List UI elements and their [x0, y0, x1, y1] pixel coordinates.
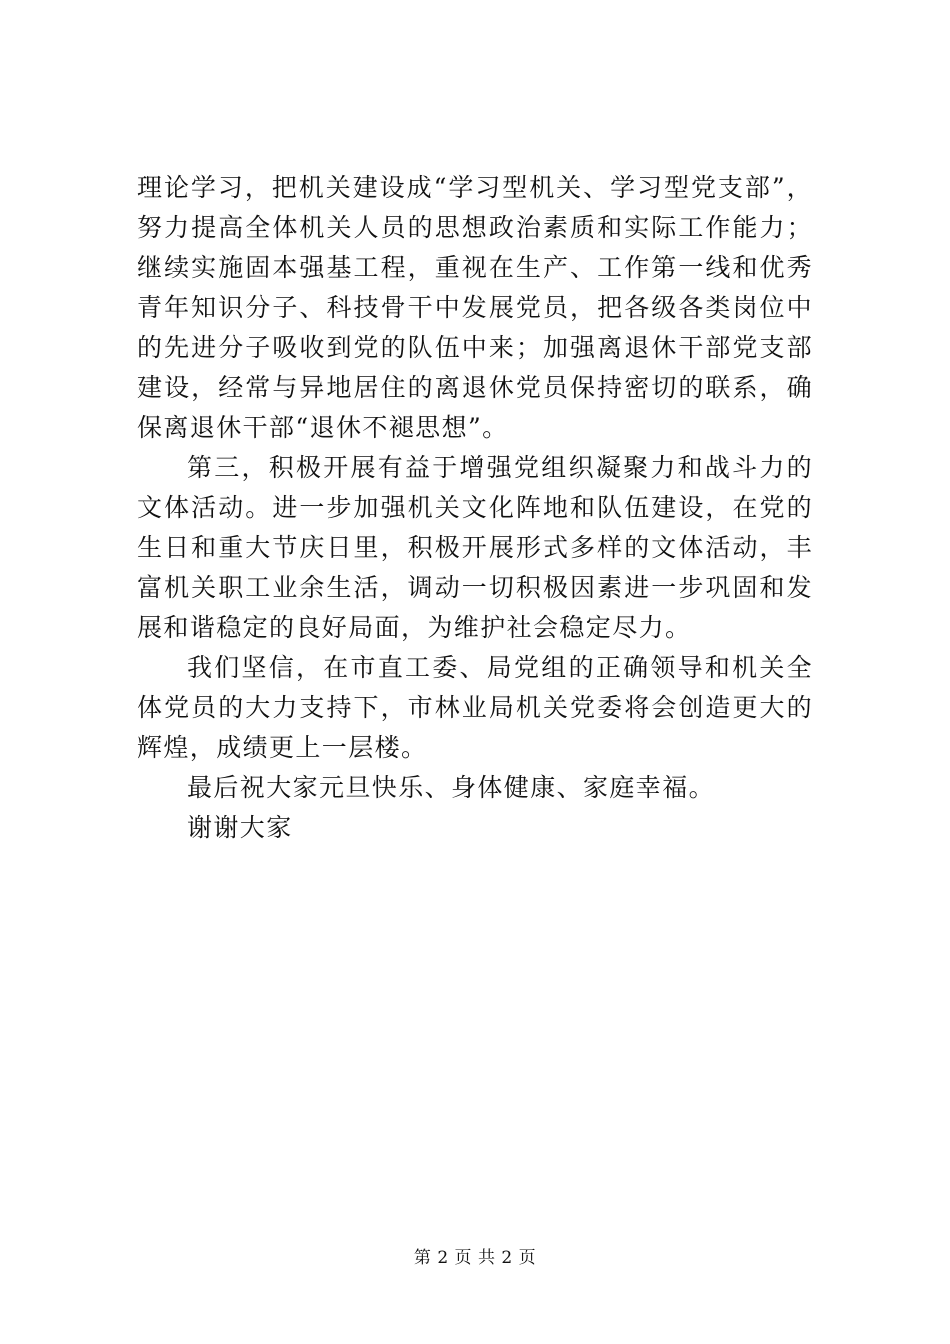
- paragraph-continuation: 理论学习，把机关建设成“学习型机关、学习型党支部”，努力提高全体机关人员的思想政治素质和实际工作能力；继续实施固本强基工程，重视在生产、工作第一线和优秀青年知识分子、科技骨干中发展党员，把各级各类岗位中的先进分子吸收到党的队伍中来；加强离退休干部党支部建设，经常与异地居住的离退休党员保持密切的联系，确保离退休干部“退休不褪思想”。: [137, 173, 813, 442]
- page-number-label: 第 2 页 共 2 页: [413, 1248, 537, 1268]
- paragraph-cultural-activities: 第三，积极开展有益于增强党组织凝聚力和战斗力的文体活动。进一步加强机关文化阵地和队伍建设，在党的生日和重大节庆日里，积极开展形式多样的文体活动，丰富机关职工业余生活，调动一切积极因素进一步巩固和发展和谐稳定的良好局面，为维护社会稳定尽力。: [137, 453, 813, 642]
- paragraph-confidence: 我们坚信，在市直工委、局党组的正确领导和机关全体党员的大力支持下，市林业局机关党委将会创造更大的辉煌，成绩更上一层楼。: [137, 653, 813, 762]
- paragraph-thanks: 谢谢大家: [187, 813, 293, 842]
- document-body: [137, 168, 813, 848]
- paragraph-wishes: 最后祝大家元旦快乐、身体健康、家庭幸福。: [187, 773, 716, 802]
- page-footer: [0, 1243, 950, 1268]
